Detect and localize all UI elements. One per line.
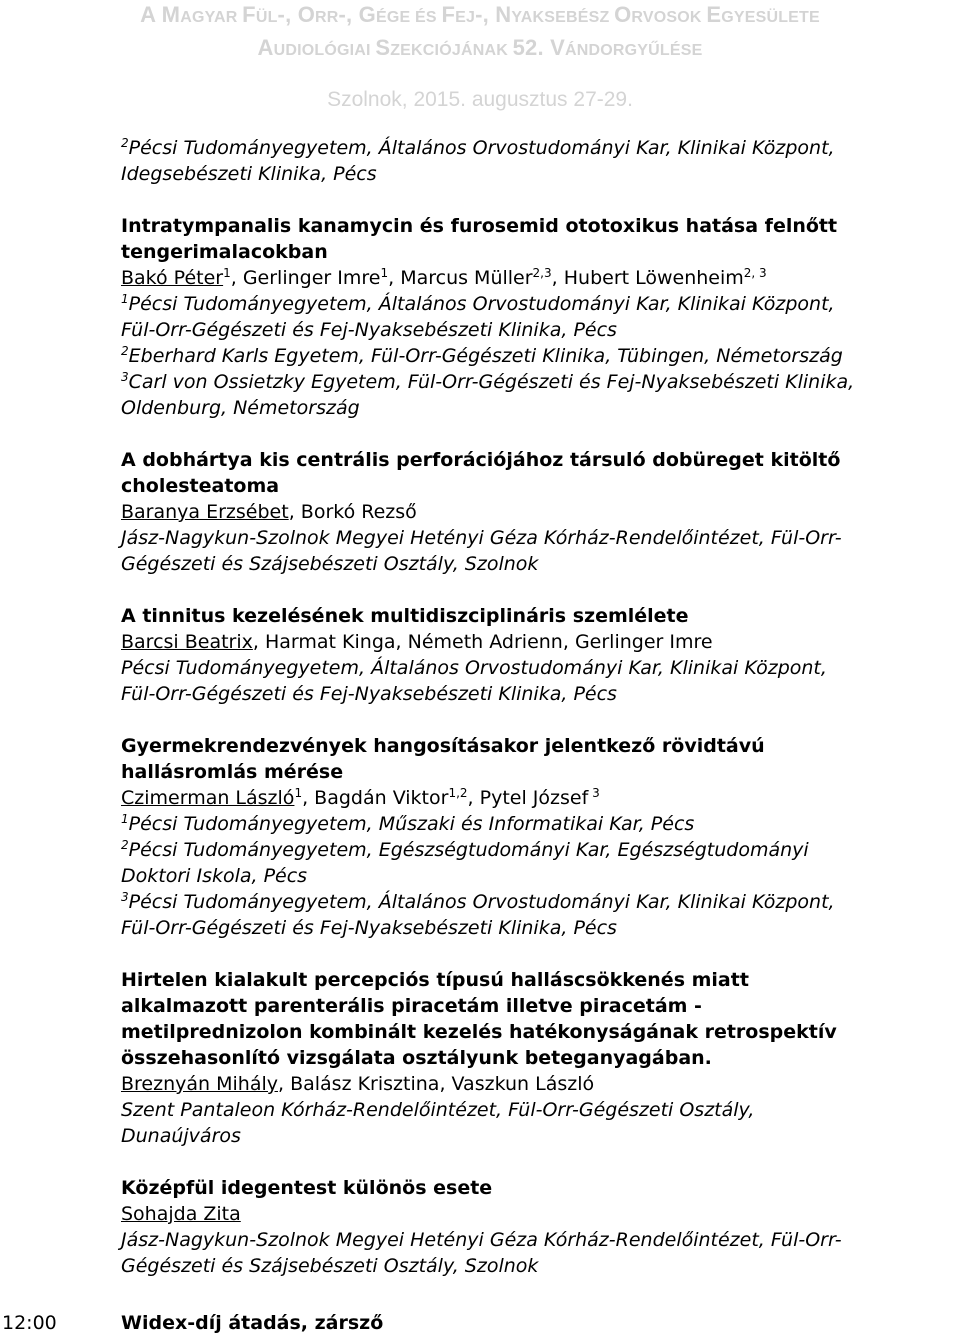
- header-text-segment: ÁNDORGYŰLÉSE: [565, 42, 703, 59]
- header-text-segment: 52. V: [512, 35, 565, 60]
- section-gap: [121, 1149, 951, 1175]
- author-separator: ,: [288, 501, 301, 523]
- abstract-block: [121, 733, 951, 941]
- header-title-line2: [0, 33, 960, 66]
- author-name: Gerlinger Imre: [242, 267, 381, 289]
- author-superscript: 1: [380, 266, 389, 280]
- affiliation-superscript: 1: [121, 292, 129, 306]
- header-text-segment: -, O: [277, 2, 316, 27]
- affiliation-line: [121, 1097, 951, 1123]
- author-name: Pytel József: [479, 787, 589, 809]
- header-text-segment: ÉGE ÉS: [376, 9, 442, 26]
- author-separator: ,: [277, 1073, 291, 1095]
- author-separator: ,: [302, 787, 315, 809]
- header-text-segment: -, G: [338, 2, 376, 27]
- header-text-segment: AGYAR: [180, 9, 243, 26]
- affiliation-text: Oldenburg, Németország: [121, 397, 360, 419]
- abstract-title-line: metilprednizolon kombinált kezelés hatékonyságának retrospektív: [121, 1021, 837, 1043]
- affiliation-line: [121, 1123, 951, 1149]
- abstract-block: [121, 447, 951, 577]
- closing-time: 12:00: [2, 1312, 57, 1334]
- affiliation-line: [121, 915, 951, 941]
- author-superscript: 2,3: [532, 266, 552, 280]
- affiliation-superscript: 3: [121, 370, 129, 384]
- header-text-segment: GYESÜLETE: [721, 9, 820, 26]
- affiliation-text: Pécsi Tudományegyetem, Általános Orvostudományi Kar, Klinikai Központ,: [128, 891, 835, 913]
- affiliation-superscript: 2: [121, 136, 129, 150]
- affiliation-text: Jász-Nagykun-Szolnok Megyei Hetényi Géza Kórház-Rendelőintézet, Fül-Orr-: [121, 527, 842, 549]
- affiliation-line: [121, 655, 951, 681]
- author-separator: ,: [395, 631, 408, 653]
- header-text-segment: UDIOLÓGIAI: [273, 42, 376, 59]
- affiliation-line: [121, 395, 951, 421]
- affiliation-line: [121, 1227, 951, 1253]
- affiliation-text: Carl von Ossietzky Egyetem, Fül-Orr-Gégészeti és Fej-Nyaksebészeti Klinika,: [128, 371, 855, 393]
- abstract-block: [121, 1175, 951, 1279]
- author-name: Balász Krisztina: [290, 1073, 440, 1095]
- header-text-segment: ÜL: [255, 9, 278, 26]
- abstract-title-line: Intratympanalis kanamycin és furosemid ototoxikus hatása felnőtt: [121, 215, 838, 237]
- header-text-segment: F: [441, 2, 456, 27]
- section-gap: [121, 707, 951, 733]
- header-text-segment: A: [257, 35, 274, 60]
- abstract-title-line: cholesteatoma: [121, 475, 280, 497]
- presenting-author: Czimerman László: [121, 787, 295, 809]
- header-text-segment: ZEKCIÓJÁNAK: [390, 42, 513, 59]
- abstract-block: [121, 213, 951, 421]
- abstract-title-line: összehasonlító vizsgálata osztályunk beteganyagában.: [121, 1047, 712, 1069]
- affiliation-text: Pécsi Tudományegyetem, Általános Orvostudományi Kar, Klinikai Központ,: [128, 137, 835, 159]
- closing-title: Widex-díj átadás, zársző: [121, 1312, 384, 1334]
- author-line: [121, 1201, 951, 1227]
- affiliation-text: Fül-Orr-Gégészeti és Fej-Nyaksebészeti Klinika, Pécs: [121, 319, 617, 341]
- affiliation-line: [121, 811, 951, 837]
- affiliation-text: Jász-Nagykun-Szolnok Megyei Hetényi Géza Kórház-Rendelőintézet, Fül-Orr-: [121, 1229, 842, 1251]
- header-text-segment: E: [706, 2, 722, 27]
- section-gap: [121, 577, 951, 603]
- affiliation-superscript: 3: [121, 890, 129, 904]
- author-line: [121, 499, 951, 525]
- section-gap: [121, 941, 951, 967]
- author-superscript: 3: [588, 786, 600, 800]
- author-name: Németh Adrienn: [407, 631, 563, 653]
- header-text-segment: RR: [315, 9, 339, 26]
- affiliation-line: [121, 681, 951, 707]
- affiliation-text: Pécsi Tudományegyetem, Általános Orvostudományi Kar, Klinikai Központ,: [121, 657, 827, 679]
- author-superscript: 1: [294, 786, 303, 800]
- affiliation-text: Idegsebészeti Klinika, Pécs: [121, 163, 377, 185]
- header-text-segment: RVOSOK: [631, 9, 707, 26]
- affiliation-superscript: 1: [121, 812, 129, 826]
- author-superscript: 1,2: [448, 786, 468, 800]
- affiliation-text: Doktori Iskola, Pécs: [121, 865, 308, 887]
- affiliation-text: Pécsi Tudományegyetem, Egészségtudományi Kar, Egészségtudományi: [128, 839, 809, 861]
- author-separator: ,: [467, 787, 480, 809]
- header-text-segment: YAKSEBÉSZ: [511, 9, 615, 26]
- affiliation-line: [121, 837, 951, 863]
- presenting-author: Sohajda Zita: [121, 1203, 241, 1225]
- abstract-block: [121, 603, 951, 707]
- affiliation-text: Eberhard Karls Egyetem, Fül-Orr-Gégészeti Klinika, Tübingen, Németország: [128, 345, 843, 367]
- program-content: [121, 135, 951, 1279]
- author-line: [121, 629, 951, 655]
- affiliation-line: [121, 317, 951, 343]
- presenting-author: Barcsi Beatrix: [121, 631, 253, 653]
- abstract-title-line: A tinnitus kezelésének multidiszciplináris szemlélete: [121, 605, 689, 627]
- affiliation-text: Dunaújváros: [121, 1125, 241, 1147]
- header-text-segment: -, N: [475, 2, 512, 27]
- affiliation-line: [121, 1253, 951, 1279]
- header-text-segment: S: [375, 35, 391, 60]
- affiliation-text: Szent Pantaleon Kórház-Rendelőintézet, Fül-Orr-Gégészeti Osztály,: [121, 1099, 755, 1121]
- abstract-title-line: Gyermekrendezvények hangosításakor jelentkező rövidtávú: [121, 735, 765, 757]
- abstract-block: [121, 967, 951, 1149]
- author-line: [121, 265, 951, 291]
- affiliation-text: Gégészeti és Szájsebészeti Osztály, Szolnok: [121, 553, 539, 575]
- affiliation-line: [121, 135, 951, 161]
- abstract-title-line: tengerimalacokban: [121, 241, 328, 263]
- affiliation-line: [121, 369, 951, 395]
- header-text-segment: EJ: [455, 9, 476, 26]
- header-text-segment: O: [614, 2, 632, 27]
- abstract-block: [121, 135, 951, 187]
- abstract-title-line: alkalmazott parenterális piracetám illetve piracetám -: [121, 995, 702, 1017]
- affiliation-line: [121, 291, 951, 317]
- author-superscript: 1: [223, 266, 231, 280]
- author-separator: ,: [439, 1073, 452, 1095]
- affiliation-text: Pécsi Tudományegyetem, Általános Orvostudományi Kar, Klinikai Központ,: [128, 293, 835, 315]
- presenting-author: Bakó Péter: [121, 267, 224, 289]
- author-separator: ,: [252, 631, 265, 653]
- section-gap: [121, 421, 951, 447]
- section-gap: [121, 187, 951, 213]
- abstract-title-line: Középfül idegentest különös esete: [121, 1177, 493, 1199]
- affiliation-line: [121, 863, 951, 889]
- abstract-title-line: A dobhártya kis centrális perforációjához társuló dobüreget kitöltő: [121, 449, 841, 471]
- header-text-segment: F: [242, 2, 256, 27]
- author-separator: ,: [388, 267, 401, 289]
- affiliation-text: Gégészeti és Szájsebészeti Osztály, Szolnok: [121, 1255, 539, 1277]
- author-name: Hubert Löwenheim: [563, 267, 744, 289]
- author-name: Harmat Kinga: [264, 631, 396, 653]
- author-separator: ,: [230, 267, 243, 289]
- author-separator: ,: [551, 267, 564, 289]
- author-line: [121, 785, 951, 811]
- affiliation-line: [121, 161, 951, 187]
- author-line: [121, 1071, 951, 1097]
- presenting-author: Breznyán Mihály: [121, 1073, 278, 1095]
- affiliation-superscript: 2: [121, 344, 129, 358]
- abstract-title-line: hallásromlás mérése: [121, 761, 344, 783]
- header-location-date: Szolnok, 2015. augusztus 27-29.: [327, 88, 633, 111]
- author-superscript: 2, 3: [743, 266, 767, 280]
- header-title-line1: [0, 0, 960, 33]
- affiliation-line: [121, 889, 951, 915]
- abstract-title-line: Hirtelen kialakult percepciós típusú halláscsökkenés miatt: [121, 969, 749, 991]
- author-name: Marcus Müller: [400, 267, 533, 289]
- author-name: Vaszkun László: [451, 1073, 595, 1095]
- author-separator: ,: [562, 631, 575, 653]
- affiliation-text: Fül-Orr-Gégészeti és Fej-Nyaksebészeti Klinika, Pécs: [121, 917, 617, 939]
- presenting-author: Baranya Erzsébet: [121, 501, 289, 523]
- affiliation-line: [121, 525, 951, 551]
- header-text-segment: A M: [140, 2, 181, 27]
- affiliation-line: [121, 343, 951, 369]
- affiliation-text: Fül-Orr-Gégészeti és Fej-Nyaksebészeti Klinika, Pécs: [121, 683, 617, 705]
- affiliation-text: Pécsi Tudományegyetem, Műszaki és Informatikai Kar, Pécs: [128, 813, 695, 835]
- author-name: Bagdán Viktor: [314, 787, 449, 809]
- affiliation-line: [121, 551, 951, 577]
- author-name: Gerlinger Imre: [574, 631, 713, 653]
- author-name: Borkó Rezső: [300, 501, 417, 523]
- affiliation-superscript: 2: [121, 838, 129, 852]
